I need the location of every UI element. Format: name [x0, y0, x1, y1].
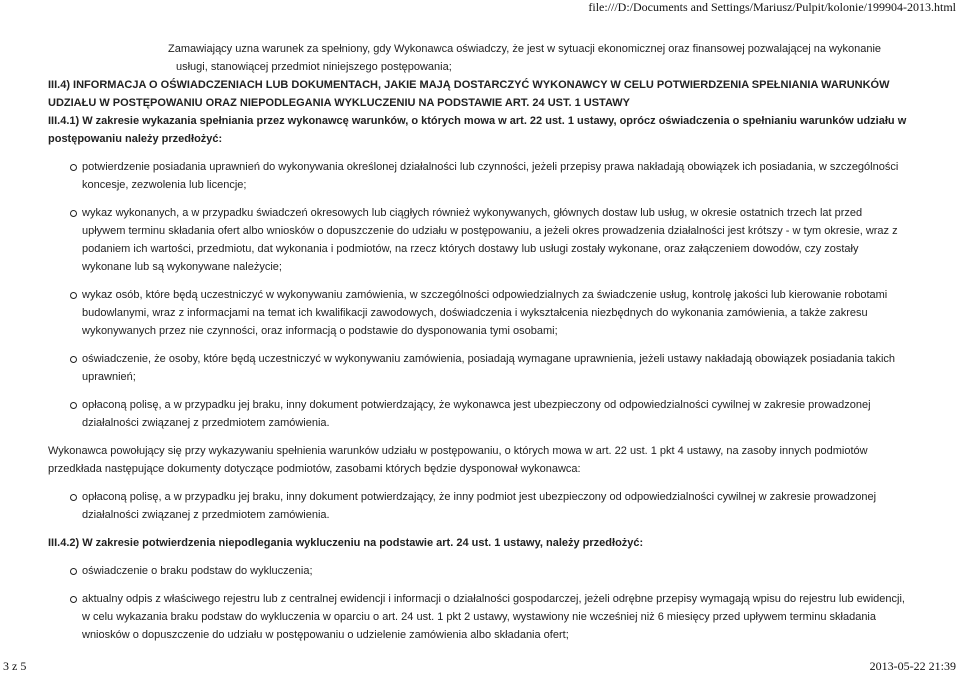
document-body [48, 40, 908, 644]
bullet-list-2 [48, 488, 908, 524]
bullet-list-3 [48, 562, 908, 644]
section-heading: III.4) INFORMACJA O OŚWIADCZENIACH LUB DOKUMENTACH, JAKIE MAJĄ DOSTARCZYĆ WYKONAWCY W CELU POTWIERDZENIA SPEŁNIANIA WARUNKÓW UDZIAŁU W POSTĘPOWANIU ORAZ NIEPODLEGANIA WYKLUCZENIU NA PODSTAWIE ART. 24 UST. 1 USTAWY [48, 79, 890, 109]
list-item: oświadczenie o braku podstaw do wykluczenia; [48, 562, 908, 580]
subsection-heading-1: III.4.1) W zakresie wykazania spełniania przez wykonawcę warunków, o których mowa w art. 22 ust. 1 ustawy, oprócz oświadczenia o spełnianiu warunków udziału w postępowaniu należy przedłożyć: [48, 115, 907, 145]
file-url: file:///D:/Documents and Settings/Mariusz/Pulpit/kolonie/199904-2013.html [588, 0, 956, 14]
other-entities-paragraph: Wykonawca powołujący się przy wykazywaniu spełnienia warunków udziału w postępowaniu, o których mowa w art. 22 ust. 1 pkt 4 ustawy, na zasoby innych podmiotów przedkłada następujące dokumenty dotyczące podmiotów, zasobami których będzie dysponował wykonawca: [48, 445, 868, 475]
intro-line-1: Zamawiający uzna warunek za spełniony, gdy Wykonawca oświadczy, że jest w sytuacji ekonomicznej oraz finansowej pozwalającej na wykonanie [168, 43, 882, 55]
bullet-list-1 [48, 158, 908, 432]
print-datetime: 2013-05-22 21:39 [869, 659, 956, 673]
list-item: wykaz osób, które będą uczestniczyć w wykonywaniu zamówienia, w szczególności odpowiedzialnych za świadczenie usług, kontrolę jakości lub kierowanie robotami budowlanymi, wraz z informacjami na temat ich kwalifikacji zawodowych, doświadczenia i wykształcenia niezbędnych do wykonania zamówienia, a także zakresu wykonywanych przez nie czynności, oraz informacją o podstawie do dysponowania tymi osobami; [48, 286, 908, 340]
list-item: opłaconą polisę, a w przypadku jej braku, inny dokument potwierdzający, że inny podmiot jest ubezpieczony od odpowiedzialności cywilnej w zakresie prowadzonej działalności związanej z przedmiotem zamówienia. [48, 488, 908, 524]
page-counter: 3 z 5 [3, 659, 27, 673]
list-item: oświadczenie, że osoby, które będą uczestniczyć w wykonywaniu zamówienia, posiadają wymagane uprawnienia, jeżeli ustawy nakładają obowiązek posiadania takich uprawnień; [48, 350, 908, 386]
intro-paragraph [168, 40, 908, 76]
list-item: potwierdzenie posiadania uprawnień do wykonywania określonej działalności lub czynności, jeżeli przepisy prawa nakładają obowiązek ich posiadania, w szczególności koncesje, zezwolenia lub licencje; [48, 158, 908, 194]
list-item: wykaz wykonanych, a w przypadku świadczeń okresowych lub ciągłych również wykonywanych, głównych dostaw lub usług, w okresie ostatnich trzech lat przed upływem terminu składania ofert albo wniosków o dopuszczenie do udziału w postępowaniu, a jeżeli okres prowadzenia działalności jest krótszy - w tym okresie, wraz z podaniem ich wartości, przedmiotu, dat wykonania i podmiotów, na rzecz których dostawy lub usługi zostały wykonane, oraz załączeniem dowodów, czy zostały wykonane lub są wykonywane należycie; [48, 204, 908, 276]
list-item: aktualny odpis z właściwego rejestru lub z centralnej ewidencji i informacji o działalności gospodarczej, jeżeli odrębne przepisy wymagają wpisu do rejestru lub ewidencji, w celu wykazania braku podstaw do wykluczenia w oparciu o art. 24 ust. 1 pkt 2 ustawy, wystawiony nie wcześniej niż 6 miesięcy przed upływem terminu składania wniosków o dopuszczenie do udziału w postępowaniu o udzielenie zamówienia albo składania ofert; [48, 590, 908, 644]
subsection-heading-2: III.4.2) W zakresie potwierdzenia niepodlegania wykluczeniu na podstawie art. 24 ust. 1 ustawy, należy przedłożyć: [48, 537, 644, 549]
list-item: opłaconą polisę, a w przypadku jej braku, inny dokument potwierdzający, że wykonawca jest ubezpieczony od odpowiedzialności cywilnej w zakresie prowadzonej działalności związanej z przedmiotem zamówienia. [48, 396, 908, 432]
intro-line-2: usługi, stanowiącej przedmiot niniejszego postępowania; [176, 61, 452, 73]
